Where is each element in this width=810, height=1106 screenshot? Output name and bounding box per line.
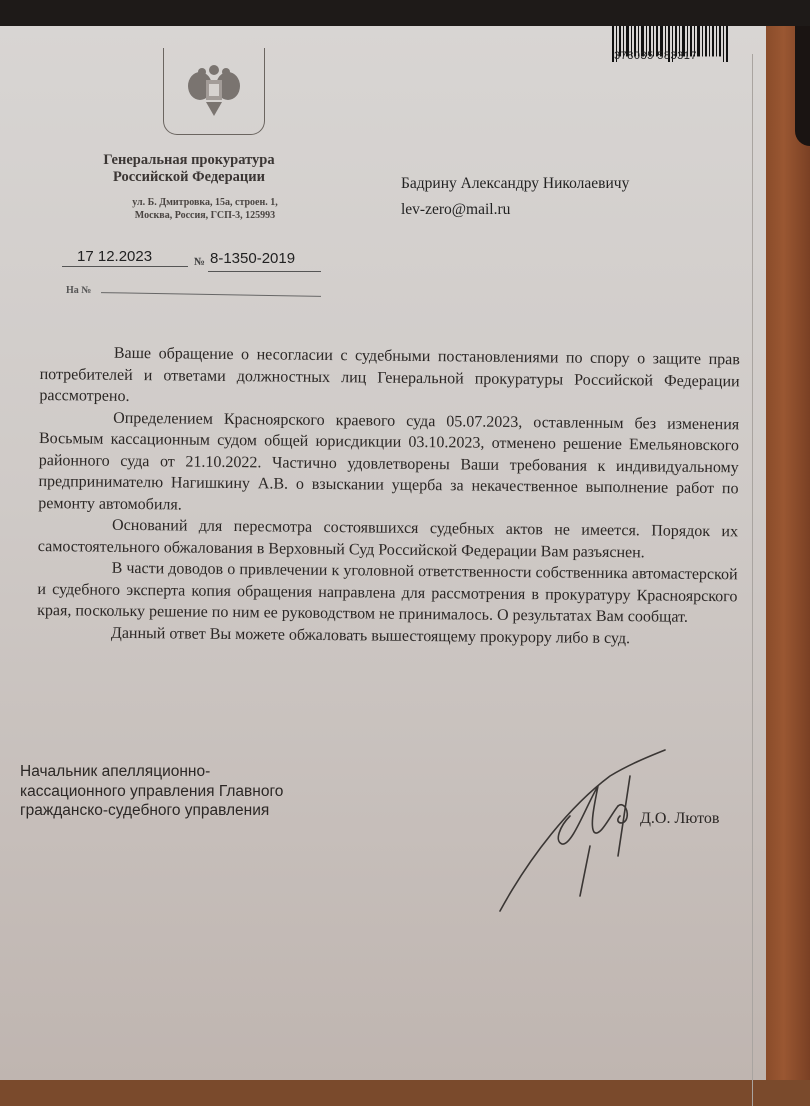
letter-number: 8-1350-2019	[210, 250, 296, 267]
signatory-title-line2: кассационного управления Главного	[20, 782, 284, 800]
coat-of-arms-frame	[163, 48, 265, 135]
paragraph-4: В части доводов о привлечении к уголовной ответственности собственника автомастерской и судебного эксперта копия обращения направлена для рассмотрения в прокуратуру Красноярского края, поскольку решение по ним ее руководством не принималось. О результатах Вам сообщат.	[37, 559, 738, 626]
wooden-table-surface	[766, 26, 810, 1080]
issuer-name	[89, 152, 289, 186]
paragraph-1: Ваше обращение о несогласии с судебными постановлениями по спору о защите прав потребителей и ответами должностных лиц Генеральной прокуратуры Российской Федерации рассмотрено.	[39, 344, 740, 405]
letter-date: 17 12.2023	[77, 248, 153, 265]
date-underline	[62, 266, 188, 267]
number-sign: №	[194, 256, 206, 268]
issuer-name-line2: Российской Федерации	[112, 169, 265, 185]
letter-body	[37, 342, 740, 650]
issuer-name-line1: Генеральная прокуратура	[103, 152, 275, 168]
recipient-email: lev-zero@mail.ru	[401, 201, 511, 218]
page-edge-line	[752, 54, 753, 1106]
paragraph-5: Данный ответ Вы можете обжаловать вышестоящему прокурору либо в суд.	[110, 624, 631, 647]
signatory-name: Д.О. Лютов	[640, 810, 720, 827]
signatory-title	[20, 762, 283, 821]
paragraph-3: Оснований для пересмотра состоявшихся судебных актов не имеется. Порядок их самостоятельного обжалования в Верховный Суд Российской Федерации Вам разъяснен.	[37, 516, 739, 561]
issuer-address-line2: Москва, Россия, ГСП-3, 125993	[134, 210, 276, 221]
recipient-block	[401, 171, 629, 223]
number-underline	[208, 271, 321, 272]
issuer-address	[100, 196, 310, 222]
reference-label: На №	[66, 285, 92, 296]
signatory-title-line1: Начальник апелляционно-	[20, 763, 211, 780]
reference-underline	[101, 292, 321, 297]
handwritten-signature-icon	[490, 746, 670, 916]
background-shadow	[795, 26, 810, 146]
letter-page	[0, 26, 766, 1080]
signatory-title-line3: гражданско-судебного управления	[20, 802, 270, 819]
recipient-name: Бадрину Александру Николаевичу	[401, 175, 630, 192]
issuer-address-line1: ул. Б. Дмитровка, 15а, строен. 1,	[132, 197, 278, 208]
photo-background-top	[0, 0, 810, 28]
russian-coat-of-arms-icon	[184, 62, 244, 118]
paragraph-2: Определением Красноярского краевого суда 05.07.2023, оставленным без изменения Восьмым кассационным судом общей юрисдикции 03.10.2023, отменено решение Емельяновского районного суда от 21.10.2022. Частично удовлетворены Ваши требования к индивидуальному предпринимателю Нагишкину А.В. о взыскании ущерба за некачественное выполнение работ по ремонту автомобиля.	[38, 409, 740, 513]
barcode-number: 378035 583317	[614, 50, 697, 62]
